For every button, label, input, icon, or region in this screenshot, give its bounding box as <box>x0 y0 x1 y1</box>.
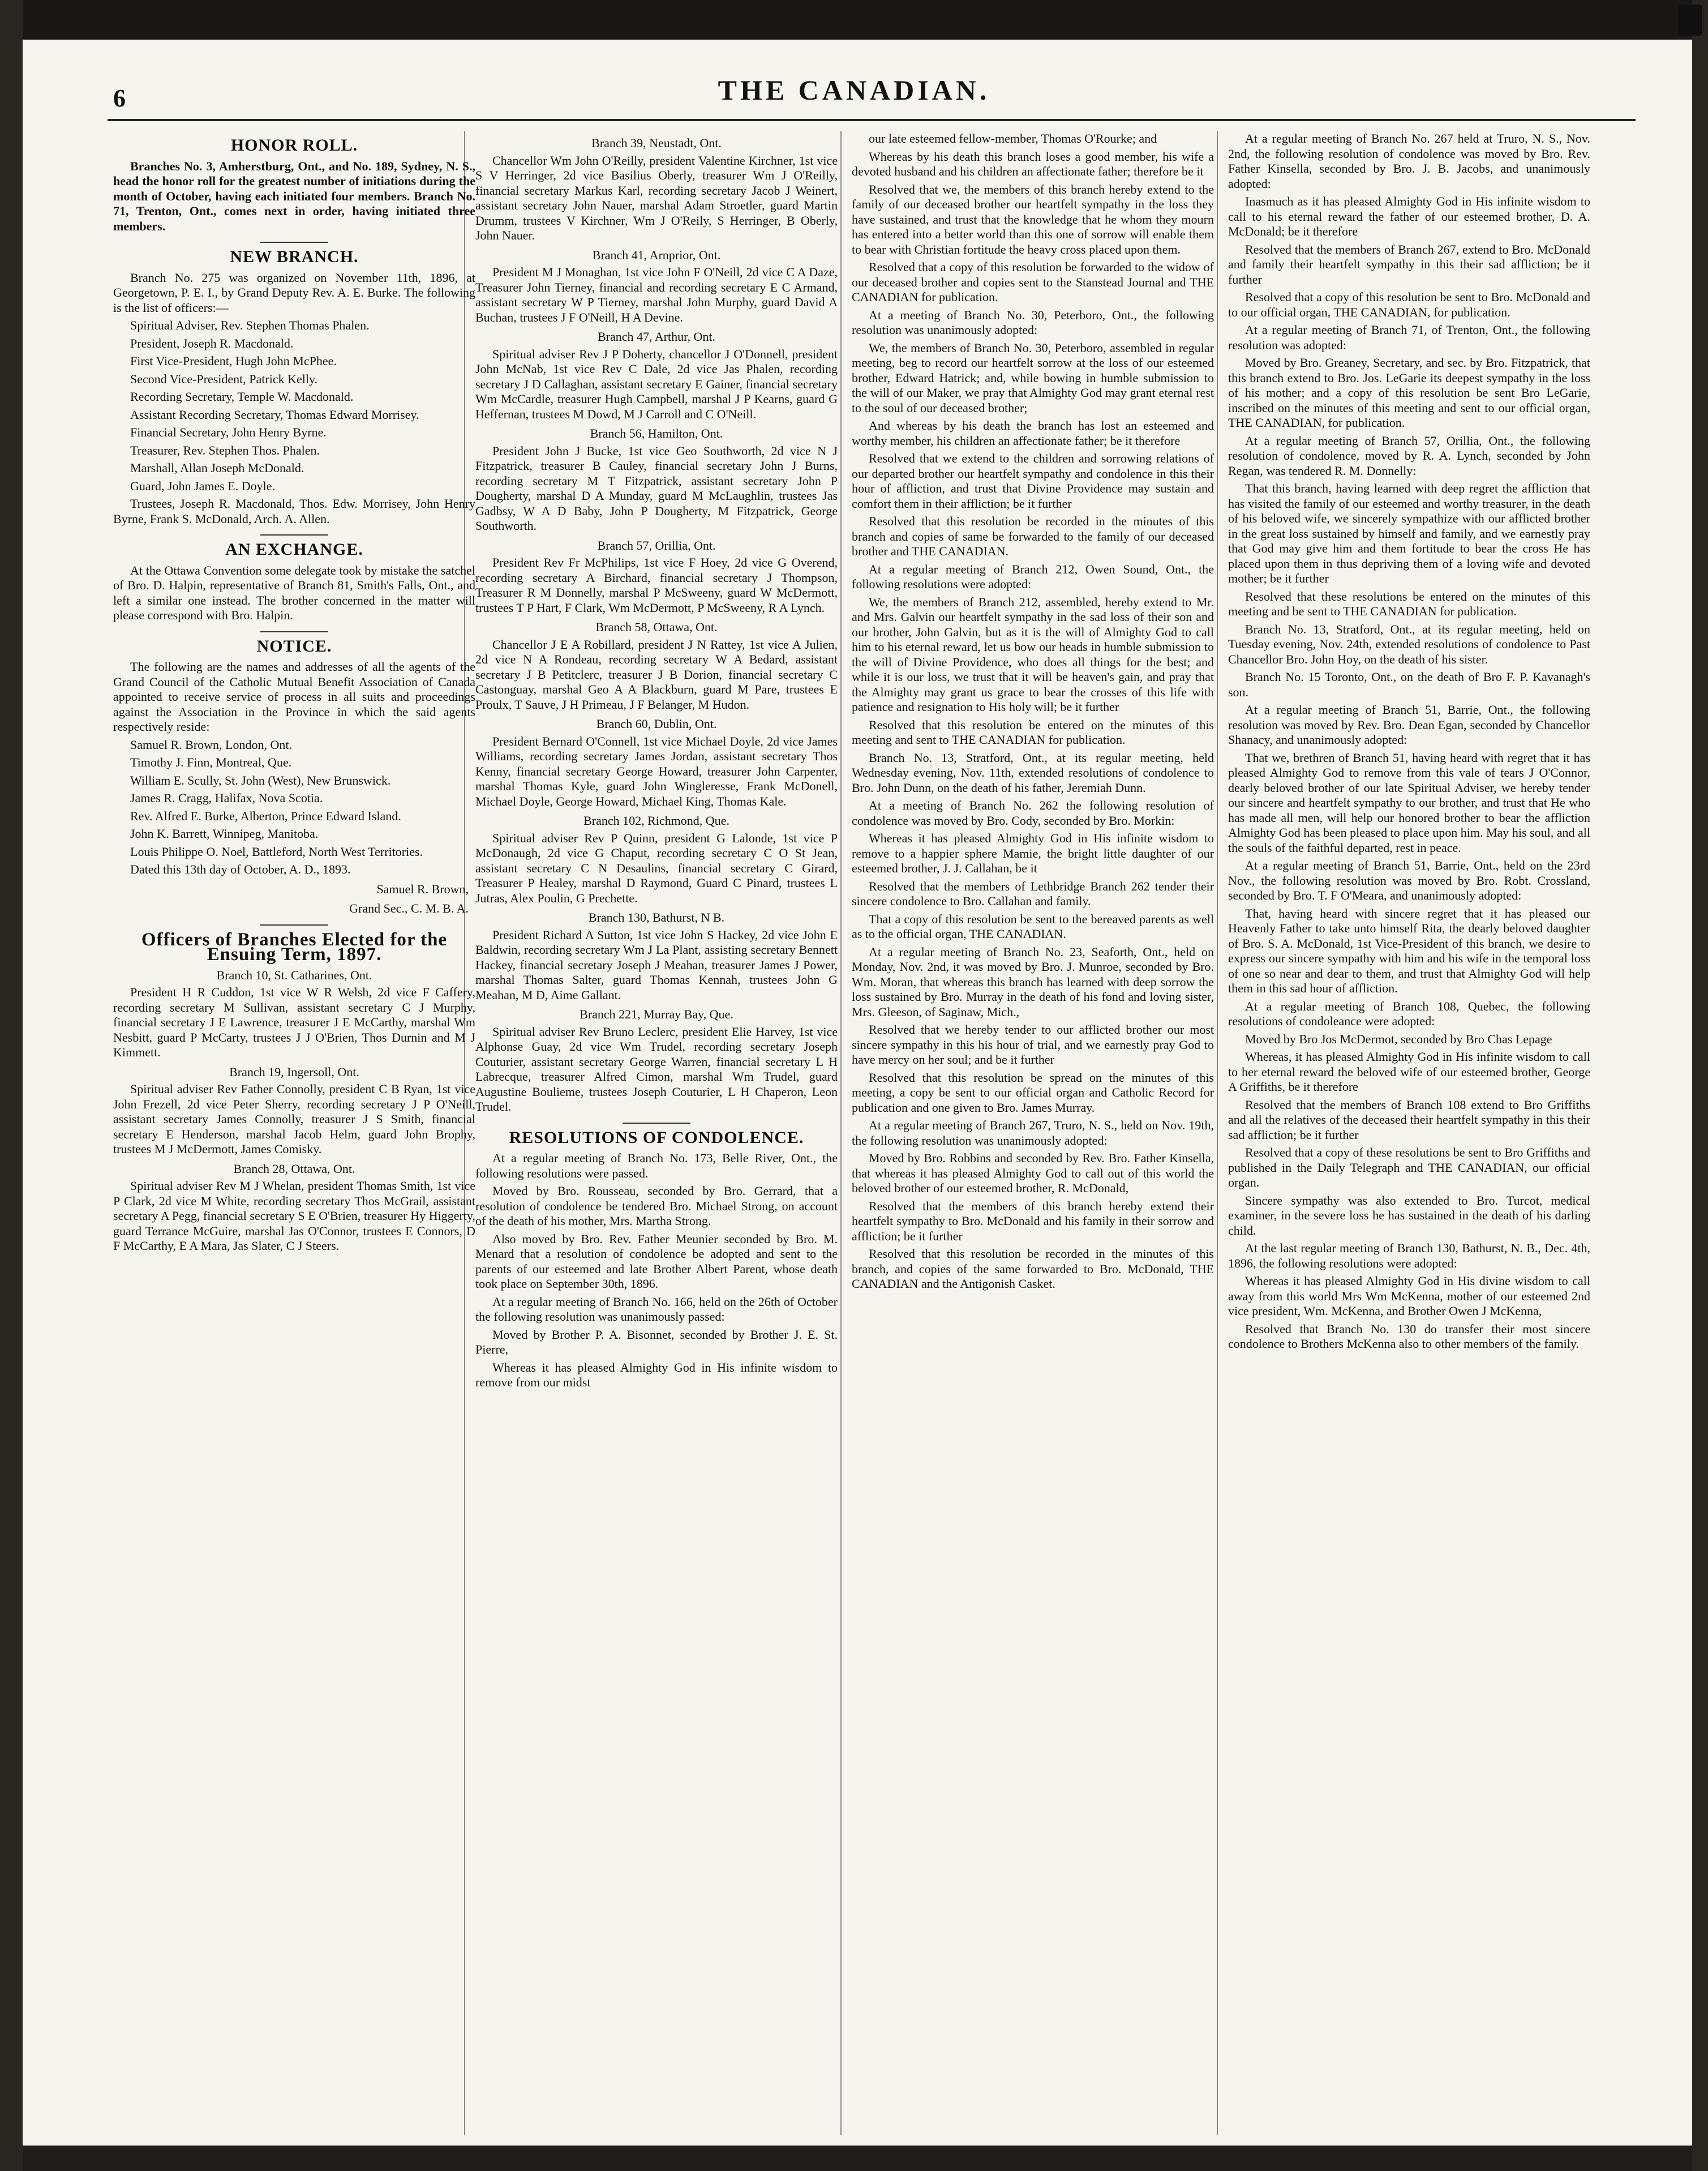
scan-edge-bottom <box>0 2146 1708 2171</box>
resolution-paragraph: Sincere sympathy was also extended to Bro. Turcot, medical examiner, in the severe loss he has sustained in the death of his darling child. <box>1228 1193 1590 1237</box>
branch-title: Branch 19, Ingersoll, Ont. <box>229 1064 359 1079</box>
resolution-paragraph: Resolved that the members of Branch 108 extend to Bro Griffiths and all the relatives of the deceased their heartfelt sympathy in this their sad affliction; be it further <box>1228 1097 1590 1142</box>
resolution-paragraph: Resolved that the members of Lethbridge Branch 262 tender their sincere condolence to Bro. Callahan and family. <box>852 879 1214 908</box>
branch-title: Branch 28, Ottawa, Ont. <box>233 1161 355 1176</box>
officer-entry: Spiritual Adviser, Rev. Stephen Thomas Phalen. <box>130 318 370 332</box>
resolution-paragraph: At a regular meeting of Branch 108, Quebec, the following resolutions of condoleance were adopted: <box>1228 999 1590 1028</box>
branch-officers-text: Spiritual adviser Rev J P Doherty, chancellor J O'Donnell, president John McNab, 1st vice Rev C Dale, 2d vice Jas Phalen, recording secretary J D Callaghan, assistant secretary E Gainer, financial secretary Wm McCardle, treasurer Hugh Campbell, marshal J P Kearns, guard G Heffernan, trustees M Dowd, M J Carroll and C O'Neill. <box>475 346 838 421</box>
officer-entry: Recording Secretary, Temple W. Macdonald. <box>130 389 354 404</box>
resolution-paragraph: At a regular meeting of Branch No. 267 held at Truro, N. S., Nov. 2nd, the following resolution of condolence was moved by Bro. Rev. Father Kinsella, seconded by Bro. J. B. Jacobs, and unanimously adopted: <box>1228 131 1590 191</box>
branch-title: Branch 60, Dublin, Ont. <box>596 717 717 731</box>
branch-title: Branch 56, Hamilton, Ont. <box>590 426 723 440</box>
resolutions-col4 <box>1228 131 1590 1352</box>
resolution-paragraph: Resolved that the members of this branch hereby extend their heartfelt sympathy to Bro. McDonald and his family in their sorrow and affliction; be it further <box>852 1198 1214 1243</box>
resolution-paragraph: Branch No. 13, Stratford, Ont., at its regular meeting, held Wednesday evening, Nov. 11th, extended resolutions of condolence to Bro. John Dunn, on the death of his father, Jeremiah Dunn. <box>852 750 1214 795</box>
resolution-paragraph: Moved by Bro. Rousseau, seconded by Bro. Gerrard, that a resolution of condolence be tendered Bro. Michael Strong, on account of the death of his mother, Mrs. Martha Strong. <box>475 1184 838 1228</box>
officer-entry: Guard, John James E. Doyle. <box>130 478 276 493</box>
section-separator <box>260 924 328 926</box>
new-branch-intro: Branch No. 275 was organized on November 11th, 1896, at Georgetown, P. E. I., by Grand Deputy Rev. A. E. Burke. The following is the list of officers:— <box>113 270 475 315</box>
branch-officers-text: Spiritual adviser Rev Father Connolly, president C B Ryan, 1st vice John Frezell, 2d vice Peter Sherry, recording secretary J P O'Neill, assistant secretary James Connolly, treasurer J S Smith, financial secretary E Henderson, marshal Jacob Helm, guard John Brophy, trustees M J McDermott, James Comisky. <box>113 1082 475 1156</box>
branch-officers-text: President Rev Fr McPhilips, 1st vice F Hoey, 2d vice G Overend, recording secretary A Birchard, financial secretary J Thompson, Treasurer R M Donnelly, marshal P McSweeny, guard W McDermott, trustees T P Hart, F Clark, Wm McDermott, P McSweeny, R A Lynch. <box>475 555 838 615</box>
officer-entry: Second Vice-President, Patrick Kelly. <box>130 371 318 386</box>
scan-edge-right <box>1692 0 1708 2171</box>
notice-heading: NOTICE. <box>256 636 332 656</box>
section-separator <box>623 1123 690 1124</box>
section-separator <box>260 242 328 243</box>
notice-signature-title: Grand Sec., C. M. B. A. <box>349 901 469 915</box>
column-2 <box>475 131 838 2135</box>
resolution-paragraph: Resolved that Branch No. 130 do transfer their most sincere condolence to Brothers McKenna also to other members of the family. <box>1228 1321 1590 1351</box>
agent-entry: James R. Cragg, Halifax, Nova Scotia. <box>130 791 323 805</box>
honor-roll-heading: HONOR ROLL. <box>230 136 358 155</box>
notice-agents <box>113 738 475 860</box>
column-3 <box>852 131 1214 2135</box>
officer-entry: Trustees, Joseph R. Macdonald, Thos. Edw. Morrisey, John Henry Byrne, Frank S. McDonald, Arch. A. Allen. <box>113 496 475 526</box>
punch-hole-mark <box>1678 5 1702 36</box>
resolution-paragraph: Resolved that this resolution be entered on the minutes of this meeting and sent to THE CANADIAN for publication. <box>852 717 1214 747</box>
resolution-paragraph: Resolved that a copy of these resolutions be sent to Bro Griffiths and published in the Daily Telegraph and THE CANADIAN, our official organ. <box>1228 1145 1590 1189</box>
branch-title: Branch 58, Ottawa, Ont. <box>595 620 718 634</box>
officer-entry: Treasurer, Rev. Stephen Thos. Phalen. <box>130 443 320 457</box>
agent-entry: William E. Scully, St. John (West), New Brunswick. <box>130 773 391 787</box>
branch-title: Branch 47, Arthur, Ont. <box>597 329 716 344</box>
agent-entry: Timothy J. Finn, Montreal, Que. <box>130 755 292 769</box>
resolution-paragraph: At the last regular meeting of Branch 130, Bathurst, N. B., Dec. 4th, 1896, the following resolutions were adopted: <box>1228 1241 1590 1270</box>
column-4 <box>1228 131 1590 2135</box>
resolution-paragraph: Resolved that this resolution be recorded in the minutes of this branch and copies of same be forwarded to the family of our deceased brother and THE CANADIAN. <box>852 514 1214 558</box>
branch-title: Branch 10, St. Catharines, Ont. <box>216 967 372 982</box>
section-separator <box>260 631 328 632</box>
resolution-paragraph: Inasmuch as it has pleased Almighty God in His infinite wisdom to call to his eternal reward the father of our esteemed brother, D. A. McDonald; be it therefore <box>1228 194 1590 238</box>
agent-entry: Louis Philippe O. Noel, Battleford, North West Territories. <box>130 844 423 859</box>
branch-officers-text: President Bernard O'Connell, 1st vice Michael Doyle, 2d vice James Williams, recording secretary James Jordan, assistant secretary Thos Kenny, financial secretary George Howard, treasurer John Carpenter, marshal Thomas Kyle, guard John Wingleresse, Frank McDonell, Michael Doyle, George Howard, Michael King, Thomas Kale. <box>475 734 838 808</box>
resolution-paragraph: Branch No. 13, Stratford, Ont., at its regular meeting, held on Tuesday evening, Nov. 24th, extended resolutions of condolence to Past Chancellor Bro. John Hoy, on the death of his sister. <box>1228 622 1590 666</box>
masthead-title: THE CANADIAN. <box>718 74 990 106</box>
column-1 <box>113 131 475 2135</box>
branch-title: Branch 130, Bathurst, N B. <box>588 910 725 924</box>
branch-title: Branch 221, Murray Bay, Que. <box>580 1007 733 1021</box>
resolution-paragraph: At a regular meeting of Branch 51, Barrie, Ont., held on the 23rd Nov., the following resolution was moved by Bro. Robt. Crossland, seconded by Bro. T. F O'Meara, and unanimously adopted: <box>1228 858 1590 902</box>
agent-entry: Samuel R. Brown, London, Ont. <box>130 737 292 752</box>
agent-entry: Rev. Alfred E. Burke, Alberton, Prince Edward Island. <box>130 808 401 823</box>
resolution-paragraph: We, the members of Branch 212, assembled, hereby extend to Mr. and Mrs. Galvin our heartfelt sympathy in the sad loss of their son and our brother, John Galvin, but as it is the will of Almighty God to call him to his eternal reward, let us bow our heads in humble submission to the will of Divine Providence, who does all things for the best; and while it is our loss, we trust that it will be heaven's gain, and pray that the Almighty may grant us grace to bear the crosses of this life with patience and resignation to His holy will; be it further <box>852 594 1214 714</box>
resolution-paragraph: Resolved that this resolution be spread on the minutes of this meeting, a copy be sent to our official organ and Catholic Record for publication and one given to Bro. James Murray. <box>852 1070 1214 1115</box>
resolution-paragraph: Moved by Bro. Greaney, Secretary, and sec. by Bro. Fitzpatrick, that this branch extend to Bro. Jos. LeGarie its deepest sympathy in the loss of his mother; and a copy of this resolution be sent Bro LeGarie, inscribed on the minutes of this meeting and sent to our official organ, THE CANADIAN, for publication. <box>1228 356 1590 430</box>
resolution-paragraph: That we, brethren of Branch 51, having heard with regret that it has pleased Almighty God to remove from this vale of tears J O'Connor, dearly beloved brother of our late Spiritual Adviser, we hereby tender our sincere and heartfelt sympathy to our brother, and trust that He who has made all men, will help our honored brother to bear the affliction Almighty God has been pleased to place upon him. May his soul, and all the souls of the faithful departed, rest in peace. <box>1228 750 1590 855</box>
branch-list-col1 <box>113 968 475 1254</box>
resolution-paragraph: That, having heard with sincere regret that it has pleased our Heavenly Father to take unto himself Rita, the dearly beloved daughter of Bro. S. A. McDonald, 1st Vice-President of this branch, we desire to express our sincere sympathy with him and his wife in the temporal loss of one so near and dear to them, and trust that Almighty God will help them in this sad hour of affliction. <box>1228 906 1590 995</box>
branch-title: Branch 57, Orillia, Ont. <box>597 538 716 553</box>
officer-entry: Financial Secretary, John Henry Byrne. <box>130 425 327 439</box>
resolution-paragraph: At a regular meeting of Branch 212, Owen Sound, Ont., the following resolutions were adopted: <box>852 562 1214 591</box>
branch-officers-text: President M J Monaghan, 1st vice John F O'Neill, 2d vice C A Daze, Treasurer John Tierney, financial and recording secretary E C Armand, assistant secretary W P Tierney, marshal John Murphy, guard David A Buchan, trustees J F O'Neill, H A Devine. <box>475 265 838 324</box>
resolution-paragraph: Moved by Brother P. A. Bisonnet, seconded by Brother J. E. St. Pierre, <box>475 1327 838 1356</box>
resolution-paragraph: Resolved that we extend to the children and sorrowing relations of our departed brother our heartfelt sympathy and condolence in this their hour of affliction, and trust that Divine Providence may sustain and comfort them in their affliction; be it further <box>852 451 1214 511</box>
new-branch-officers <box>113 318 475 526</box>
branch-title: Branch 41, Arnprior, Ont. <box>592 247 721 262</box>
notice-signature: Samuel R. Brown, <box>376 881 469 896</box>
resolution-paragraph: Whereas it has pleased Almighty God in His divine wisdom to call away from this world Mrs Wm McKenna, mother of our esteemed 2nd vice president, Wm. McKenna, and Brother Owen J McKenna, <box>1228 1274 1590 1318</box>
resolution-paragraph: That this branch, having learned with deep regret the affliction that has visited the family of our esteemed and worthy treasurer, in the death of his beloved wife, we sincerely sympathize with our afflicted brother in the great loss sustained by himself and family, and we earnestly pray that God may give him and them fortitude to bear the cross He has placed upon them in thus depriving them of a loving wife and devoted mother; be it further <box>1228 481 1590 585</box>
resolution-paragraph: At a regular meeting of Branch 57, Orillia, Ont., the following resolution of condolence, moved by R. A. Lynch, seconded by John Regan, was tendered R. M. Donnelly: <box>1228 433 1590 478</box>
branch-officers-text: President H R Cuddon, 1st vice W R Welsh, 2d vice F Caffery, recording secretary M Sullivan, assistant secretary C J Murphy, financial secretary J E Lawrence, treasurer J E McCarthy, marshal Wm Nesbitt, guard P McCarty, trustees J J O'Brien, Thos Durnin and M J Kimmett. <box>113 985 475 1059</box>
resolution-paragraph: Resolved that the members of Branch 267, extend to Bro. McDonald and family their heartfelt sympathy in this their sad affliction; be it further <box>1228 242 1590 286</box>
resolution-paragraph: Whereas, it has pleased Almighty God in His infinite wisdom to call to her eternal reward the beloved wife of our esteemed brother, George A Griffiths, be it therefore <box>1228 1050 1590 1094</box>
officers-elected-heading: Officers of Branches Elected for the Ensuing Term, 1897. <box>141 929 448 965</box>
resolution-paragraph: At a regular meeting of Branch No. 23, Seaforth, Ont., held on Monday, Nov. 2nd, it was moved by Bro. J. Munroe, seconded by Bro. Wm. Moran, that whereas this branch has learned with deep sorrow the loss sustained by Bro. Murray in the death of his fond and loving sister, Mrs. Gleeson, of Saginaw, Mich., <box>852 944 1214 1019</box>
officer-entry: Marshall, Allan Joseph McDonald. <box>130 461 304 475</box>
resolution-paragraph: Also moved by Bro. Rev. Father Meunier seconded by Bro. M. Menard that a resolution of condolence be adopted and sent to the parents of our esteemed and late Brother Albert Parent, whose death took place on September 30th, 1896. <box>475 1231 838 1291</box>
resolution-paragraph: Resolved that these resolutions be entered on the minutes of this meeting and be sent to THE CANADIAN for publication. <box>1228 589 1590 618</box>
agent-entry: John K. Barrett, Winnipeg, Manitoba. <box>130 827 319 841</box>
new-branch-heading: NEW BRANCH. <box>230 247 359 266</box>
resolution-paragraph: At a meeting of Branch No. 30, Peterboro, Ont., the following resolution was unanimously adopted: <box>852 307 1214 337</box>
resolutions-col3 <box>852 131 1214 1292</box>
resolutions-heading: RESOLUTIONS OF CONDOLENCE. <box>509 1128 804 1147</box>
section-separator <box>260 534 328 536</box>
resolution-paragraph: At a regular meeting of Branch 71, of Trenton, Ont., the following resolution was adopted: <box>1228 323 1590 352</box>
resolution-paragraph: Moved by Bro. Robbins and seconded by Rev. Bro. Father Kinsella, that whereas it has pleased Almighty God to call out of this world the beloved brother of our esteemed brother, R. McDonald, <box>852 1151 1214 1195</box>
column-divider <box>840 131 842 2135</box>
branch-officers-text: Chancellor Wm John O'Reilly, president Valentine Kirchner, 1st vice S V Herringer, 2d vice Basilius Oberly, treasurer Wm J O'Reilly, financial secretary Markus Karl, recording secretary Jacob J Weinert, assistant secretary John Nauer, marshal Adam Stroetler, guard Martin Drumm, trustees V Kirchner, Wm J O'Reily, S Herringer, B Oberly, John Nauer. <box>475 153 838 242</box>
resolution-paragraph: That a copy of this resolution be sent to the bereaved parents as well as to the official organ, THE CANADIAN. <box>852 911 1214 941</box>
resolution-paragraph: Resolved that we, the members of this branch hereby extend to the family of our deceased brother our heartfelt sympathy in the loss they have sustained, and trust that the knowledge that he whom they mourn has entered into a better world than this one of sorrow will enable them to bear with Christian fortitude the heavy cross placed upon them. <box>852 182 1214 256</box>
resolution-paragraph: At a meeting of Branch No. 262 the following resolution of condolence was moved by Bro. Cody, seconded by Bro. Morkin: <box>852 798 1214 828</box>
resolution-paragraph: Resolved that we hereby tender to our afflicted brother our most sincere sympathy in this his hour of trial, and we earnestly pray God to have mercy on her soul; and be it further <box>852 1022 1214 1067</box>
exchange-heading: AN EXCHANGE. <box>225 540 363 559</box>
resolution-paragraph: our late esteemed fellow-member, Thomas O'Rourke; and <box>869 131 1157 145</box>
resolution-paragraph: Whereas it has pleased Almighty God in His infinite wisdom to remove from our midst <box>475 1360 838 1389</box>
officer-entry: First Vice-President, Hugh John McPhee. <box>130 354 337 368</box>
branch-title: Branch 39, Neustadt, Ont. <box>591 136 722 150</box>
resolution-paragraph: Whereas it has pleased Almighty God in His infinite wisdom to remove to a happier sphere Mamie, the bright little daughter of our esteemed brother, J. J. Callahan, be it <box>852 831 1214 875</box>
branch-officers-text: Spiritual adviser Rev Bruno Leclerc, president Elie Harvey, 1st vice Alphonse Guay, 2d vice Wm Trudel, recording secretary Joseph Couturier, assistant secretary George Warren, financial secretary L H Labrecque, treasurer Alfred Cimon, marshal Wm Trudel, guard Augustine Boulieme, trustees Joseph Couturier, L H Chaperon, Leon Trudel. <box>475 1024 838 1114</box>
officer-entry: President, Joseph R. Macdonald. <box>130 336 294 350</box>
officer-entry: Assistant Recording Secretary, Thomas Edward Morrisey. <box>130 407 419 422</box>
resolution-paragraph: Resolved that a copy of this resolution be forwarded to the widow of our deceased brother and copies sent to the Stanstead Journal and THE CANADIAN for publication. <box>852 260 1214 304</box>
resolution-paragraph: At a regular meeting of Branch No. 173, Belle River, Ont., the following resolutions were passed. <box>475 1151 838 1180</box>
page-number: 6 <box>113 84 126 112</box>
column-divider <box>1217 131 1218 2135</box>
resolution-paragraph: Branch No. 15 Toronto, Ont., on the death of Bro F. P. Kavanagh's son. <box>1228 670 1590 699</box>
resolutions-col2 <box>475 1151 838 1390</box>
resolution-paragraph: At a regular meeting of Branch 51, Barrie, Ont., the following resolution was moved by Rev. Bro. Dean Egan, seconded by Chancellor Shanacy, and unanimously adopted: <box>1228 703 1590 747</box>
resolution-paragraph: Whereas by his death this branch loses a good member, his wife a devoted husband and his children an affectionate father; therefore be it <box>852 149 1214 178</box>
resolution-paragraph: At a regular meeting of Branch 267, Truro, N. S., held on Nov. 19th, the following resolution was unanimously adopted: <box>852 1118 1214 1147</box>
scan-edge-left <box>0 0 23 2171</box>
resolution-paragraph: We, the members of Branch No. 30, Peterboro, assembled in regular meeting, beg to record our heartfelt sorrow at the loss of our esteemed brother, Edward Hatrick; and, while bowing in humble submission to the will of our Maker, we pray that Almighty God may grant eternal rest to the soul of our deceased brother; <box>852 340 1214 415</box>
exchange-body: At the Ottawa Convention some delegate took by mistake the satchel of Bro. D. Halpin, representative of Branch 81, Smith's Falls, Ont., and left a similar one instead. The brother concerned in the matter will please correspond with Bro. Halpin. <box>113 563 475 622</box>
notice-intro: The following are the names and addresses of all the agents of the Grand Council of the Catholic Mutual Benefit Association of Canada appointed to receive service of process in all suits and proceedings against the Association in the Province in which the said agents respectively reside: <box>113 660 475 734</box>
resolution-paragraph: Moved by Bro Jos McDermot, seconded by Bro Chas Lepage <box>1245 1031 1552 1046</box>
scan-edge-top <box>0 0 1708 40</box>
branch-officers-text: Spiritual adviser Rev P Quinn, president G Lalonde, 1st vice P McDonaugh, 2d vice G Chaput, recording secretary C O St Jean, assistant secretary C N Desaulins, financial secretary C Girard, Treasurer P Healey, marshal D Raymond, Guard C Pinard, trustees L Jutras, Alex Poulin, G Prechette. <box>475 830 838 905</box>
branch-officers-text: President John J Bucke, 1st vice Geo Southworth, 2d vice N J Fitzpatrick, treasurer B Cauley, financial secretary John J Burns, recording secretary M T Fitzpatrick, assistant secretary John P Dougherty, marshal D A Munday, guard M McLaughlin, trustees Jas Gadbsy, W A D Baby, John P Dougherty, M Fitzpatrick, George Southworth. <box>475 443 838 533</box>
resolution-paragraph: Resolved that a copy of this resolution be sent to Bro. McDonald and to our official organ, THE CANADIAN, for publication. <box>1228 290 1590 319</box>
branch-officers-text: President Richard A Sutton, 1st vice John S Hackey, 2d vice John E Baldwin, recording secretary Wm J La Plant, assisting secretary Bennett Hackey, financial secretary Joseph J Meahan, treasurer James J Power, marshal Thomas Salter, guard Thomas Kennah, trustees John G Meahan, M D, Aime Gallant. <box>475 927 838 1002</box>
branch-list-col2 <box>475 136 838 1115</box>
masthead-rule <box>108 119 1636 121</box>
honor-roll-body: Branches No. 3, Amherstburg, Ont., and No. 189, Sydney, N. S., head the honor roll for the greatest number of initiations during the month of October, having each initiated four members. Branch No. 71, Trenton, Ont., comes next in order, having initiated three members. <box>113 159 475 233</box>
branch-officers-text: Chancellor J E A Robillard, president J N Rattey, 1st vice A Julien, 2d vice N A Rondeau, recording secretary W A Bedard, assistant secretary J B Petitclerc, treasurer J B Dorion, financial secretary C Castonguay, marshal Geo A A Blackburn, guard M Pare, trustees E Proulx, T Sauve, J H Primeau, J F Belanger, M Hudon. <box>475 637 838 712</box>
resolution-paragraph: At a regular meeting of Branch No. 166, held on the 26th of October the following resolution was unanimously passed: <box>475 1294 838 1324</box>
resolution-paragraph: And whereas by his death the branch has lost an esteemed and worthy member, his children an affectionate father; be it therefore <box>852 418 1214 448</box>
notice-dated: Dated this 13th day of October, A. D., 1893. <box>130 862 351 876</box>
branch-officers-text: Spiritual adviser Rev M J Whelan, president Thomas Smith, 1st vice P Clark, 2d vice M White, recording secretary Thos McGrail, assistant secretary A Pegg, financial secretary S E O'Brien, treasurer Hy Higgerty, guard Terrance McGuire, marshal Jas O'Connor, trustees E Connors, D F McCarthy, E A Mara, Jas Slater, C J Steers. <box>113 1179 475 1253</box>
resolution-paragraph: Resolved that this resolution be recorded in the minutes of this branch, and copies of the same forwarded to Bro. McDonald, THE CANADIAN and the Antigonish Casket. <box>852 1247 1214 1291</box>
branch-title: Branch 102, Richmond, Que. <box>583 813 729 828</box>
